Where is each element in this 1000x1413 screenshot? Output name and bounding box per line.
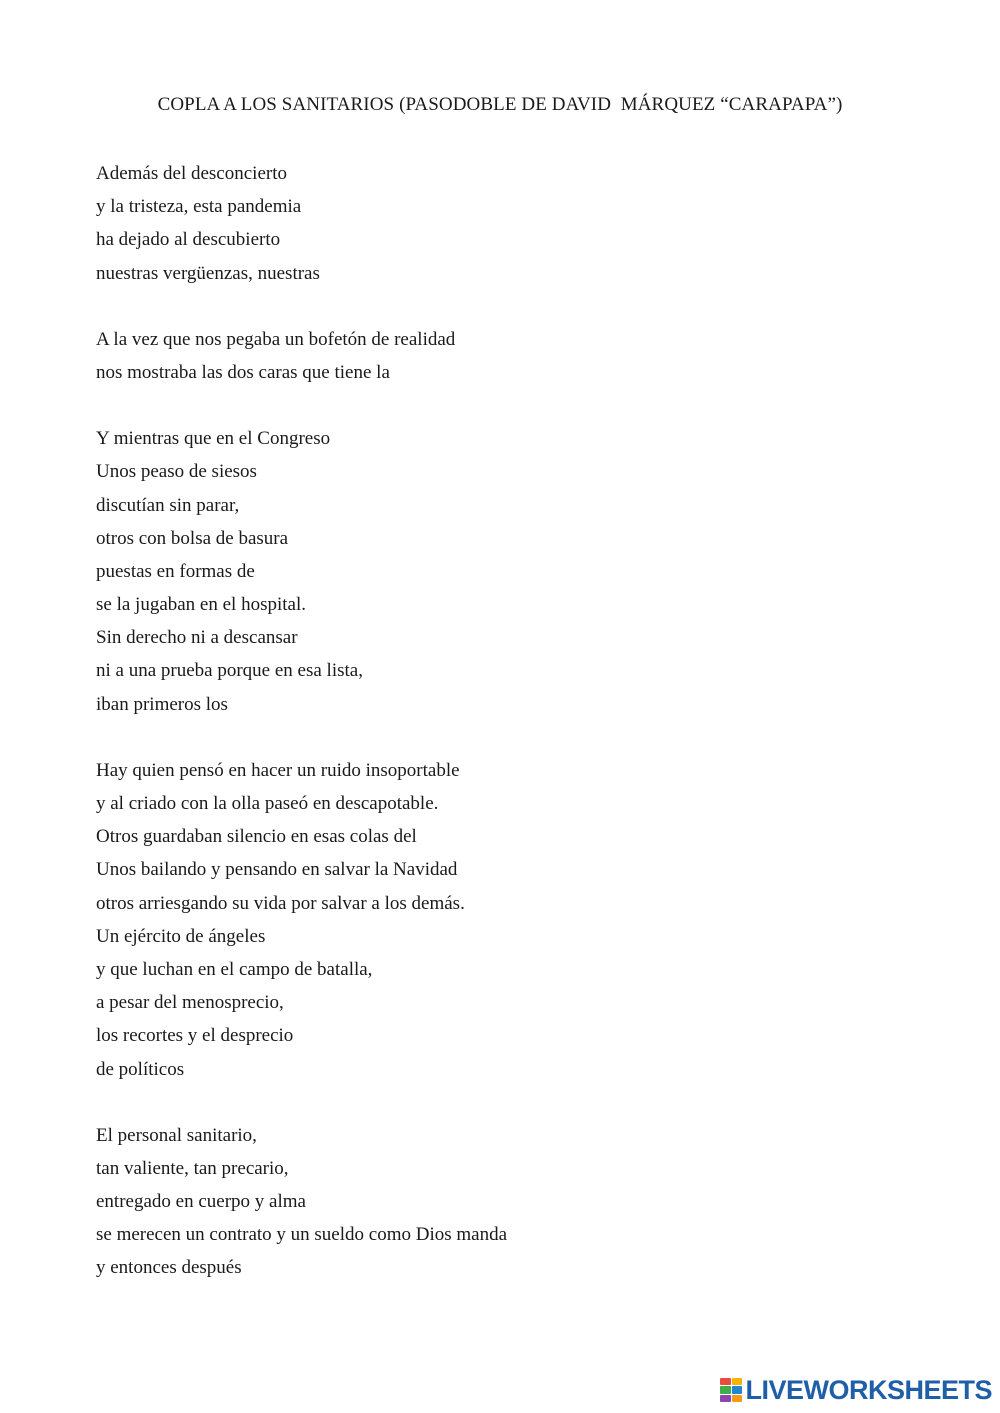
liveworksheets-logo-icon bbox=[720, 1378, 742, 1402]
poem-line: a pesar del menosprecio, bbox=[96, 992, 284, 1014]
poem-line: entregado en cuerpo y alma bbox=[96, 1191, 306, 1213]
poem-line: y al criado con la olla paseó en descapotable. bbox=[96, 793, 439, 814]
poem-line: tan valiente, tan precario, bbox=[96, 1157, 289, 1179]
poem-line: otros con bolsa de basura bbox=[96, 527, 289, 549]
stanza-2 bbox=[96, 326, 896, 392]
poem-line: Además del desconcierto bbox=[96, 163, 287, 184]
poem-line: A la vez que nos pegaba un bofetón de realidad bbox=[96, 328, 456, 350]
poem-line: Unos peaso de siesos bbox=[96, 461, 257, 483]
stanza-3 bbox=[96, 425, 896, 724]
poem-body bbox=[96, 160, 896, 1321]
poem-line: discutían sin parar, bbox=[96, 494, 240, 516]
poem-line: los recortes y el desprecio bbox=[96, 1025, 294, 1047]
poem-line: iban primeros los bbox=[96, 693, 228, 715]
poem-line: y que luchan en el campo de batalla, bbox=[96, 958, 373, 980]
poem-line: Un ejército de ángeles bbox=[96, 925, 266, 947]
stanza-5 bbox=[96, 1122, 896, 1288]
poem-line: de políticos bbox=[96, 1058, 185, 1080]
stanza-1 bbox=[96, 160, 896, 293]
watermark-text: LIVEWORKSHEETS bbox=[745, 1374, 992, 1405]
poem-line: nos mostraba las dos caras que tiene la bbox=[96, 361, 390, 383]
poem-line: Y mientras que en el Congreso bbox=[96, 428, 331, 450]
poem-line: nuestras vergüenzas, nuestras bbox=[96, 262, 320, 284]
poem-line: ha dejado al descubierto bbox=[96, 229, 281, 251]
poem-line: El personal sanitario, bbox=[96, 1124, 257, 1146]
poem-line: y la tristeza, esta pandemia bbox=[96, 196, 302, 218]
poem-line: ni a una prueba porque en esa lista, bbox=[96, 660, 363, 682]
poem-line: Unos bailando y pensando en salvar la Navidad bbox=[96, 859, 458, 881]
poem-line: Otros guardaban silencio en esas colas del bbox=[96, 826, 417, 848]
stanza-4 bbox=[96, 757, 896, 1089]
poem-line: se la jugaban en el hospital. bbox=[96, 594, 306, 616]
poem-line: puestas en formas de bbox=[96, 560, 255, 582]
poem-line: Hay quien pensó en hacer un ruido insoportable bbox=[96, 759, 460, 781]
poem-line: Sin derecho ni a descansar bbox=[96, 627, 298, 649]
page-title: COPLA A LOS SANITARIOS (PASODOBLE DE DAVID MÁRQUEZ “CARAPAPA”) bbox=[157, 94, 843, 115]
liveworksheets-watermark bbox=[720, 1375, 992, 1405]
poem-line: otros arriesgando su vida por salvar a los demás. bbox=[96, 892, 465, 914]
poem-line: y entonces después bbox=[96, 1257, 242, 1279]
poem-line: se merecen un contrato y un sueldo como Dios manda bbox=[96, 1224, 508, 1246]
